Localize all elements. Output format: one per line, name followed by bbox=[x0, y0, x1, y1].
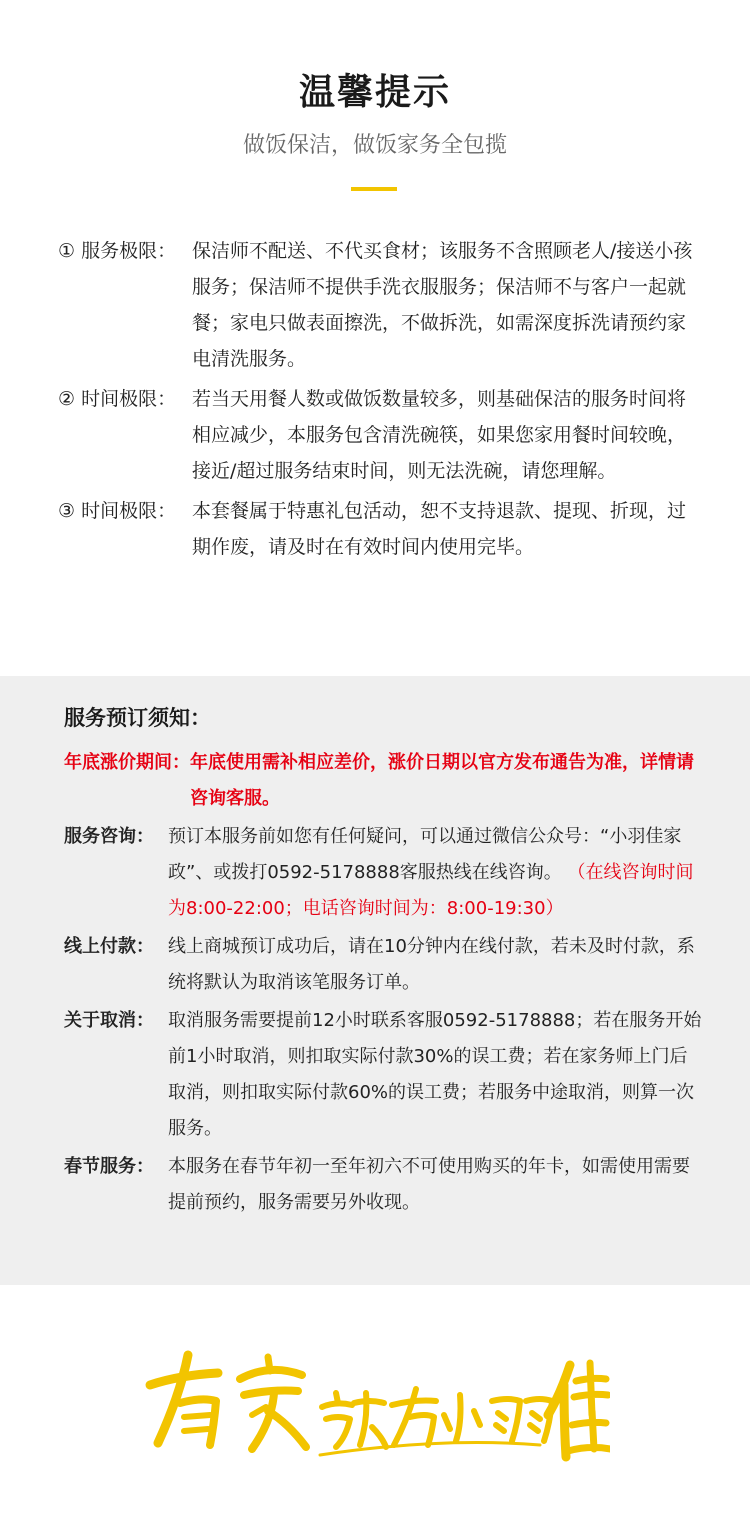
spring-festival-notice bbox=[64, 1149, 704, 1221]
tips-list bbox=[58, 233, 698, 565]
price-label: 年底涨价期间： bbox=[64, 752, 190, 773]
tip-text: 本套餐属于特惠礼包活动，恕不支持退款、提现、折现，过期作废，请及时在有效时间内使用完毕。 bbox=[192, 500, 687, 558]
consult-text: 预订本服务前如您有任何疑问，可以通过微信公众号：“小羽佳家政”、或拨打0592-5178888客服热线在线咨询。 bbox=[168, 826, 682, 883]
cancel-label: 关于取消： bbox=[64, 1010, 154, 1031]
notice-section bbox=[0, 676, 750, 1285]
consult-hours: （在线咨询时间为8:00-22:00；电话咨询时间为：8:00-19:30） bbox=[168, 862, 694, 919]
consult-notice bbox=[64, 819, 704, 927]
tip-text: 若当天用餐人数或做饭数量较多，则基础保洁的服务时间将相应减少，本服务包含清洗碗筷，如果您家用餐时间较晚，接近/超过服务结束时间，则无法洗碗，请您理解。 bbox=[192, 388, 687, 482]
slogan-calligraphy-logo bbox=[140, 1345, 610, 1465]
spring-text: 本服务在春节年初一至年初六不可使用购买的年卡，如需使用需要提前预约，服务需要另外收现。 bbox=[168, 1156, 690, 1213]
slogan-section bbox=[0, 1285, 750, 1524]
price-increase-notice bbox=[64, 745, 704, 817]
tips-section bbox=[0, 0, 750, 676]
accent-divider bbox=[351, 187, 397, 191]
pay-label: 线上付款： bbox=[64, 936, 154, 957]
tip-item bbox=[58, 233, 698, 377]
payment-notice bbox=[64, 929, 704, 1001]
pay-text: 线上商城预订成功后，请在10分钟内在线付款，若未及时付款，系统将默认为取消该笔服务订单。 bbox=[168, 936, 695, 993]
tip-item bbox=[58, 493, 698, 565]
cancel-notice bbox=[64, 1003, 704, 1147]
spring-label: 春节服务： bbox=[64, 1156, 154, 1177]
tip-label: ① 服务极限： bbox=[58, 240, 177, 262]
notice-title: 服务预订须知： bbox=[64, 706, 211, 730]
consult-label: 服务咨询： bbox=[64, 826, 154, 847]
tip-item bbox=[58, 381, 698, 489]
price-text: 年底使用需补相应差价，涨价日期以官方发布通告为准，详情请咨询客服。 bbox=[190, 752, 694, 809]
tips-subtitle: 做饭保洁，做饭家务全包揽 bbox=[242, 133, 507, 158]
notice-list bbox=[64, 745, 704, 1223]
consult-body bbox=[168, 819, 704, 927]
tips-title: 温馨提示 bbox=[298, 72, 451, 113]
tip-text: 保洁师不配送、不代买食材；该服务不含照顾老人/接送小孩服务；保洁师不提供手洗衣服服务；保洁师不与客户一起就餐；家电只做表面擦洗，不做拆洗，如需深度拆洗请预约家电清洗服务。 bbox=[192, 240, 693, 370]
tip-label: ② 时间极限： bbox=[58, 388, 177, 410]
cancel-text: 取消服务需要提前12小时联系客服0592-5178888；若在服务开始前1小时取消，则扣取实际付款30%的误工费；若在家务师上门后取消，则扣取实际付款60%的误工费；若服务中途取消，则算一次服务。 bbox=[168, 1010, 702, 1139]
tip-label: ③ 时间极限： bbox=[58, 500, 177, 522]
